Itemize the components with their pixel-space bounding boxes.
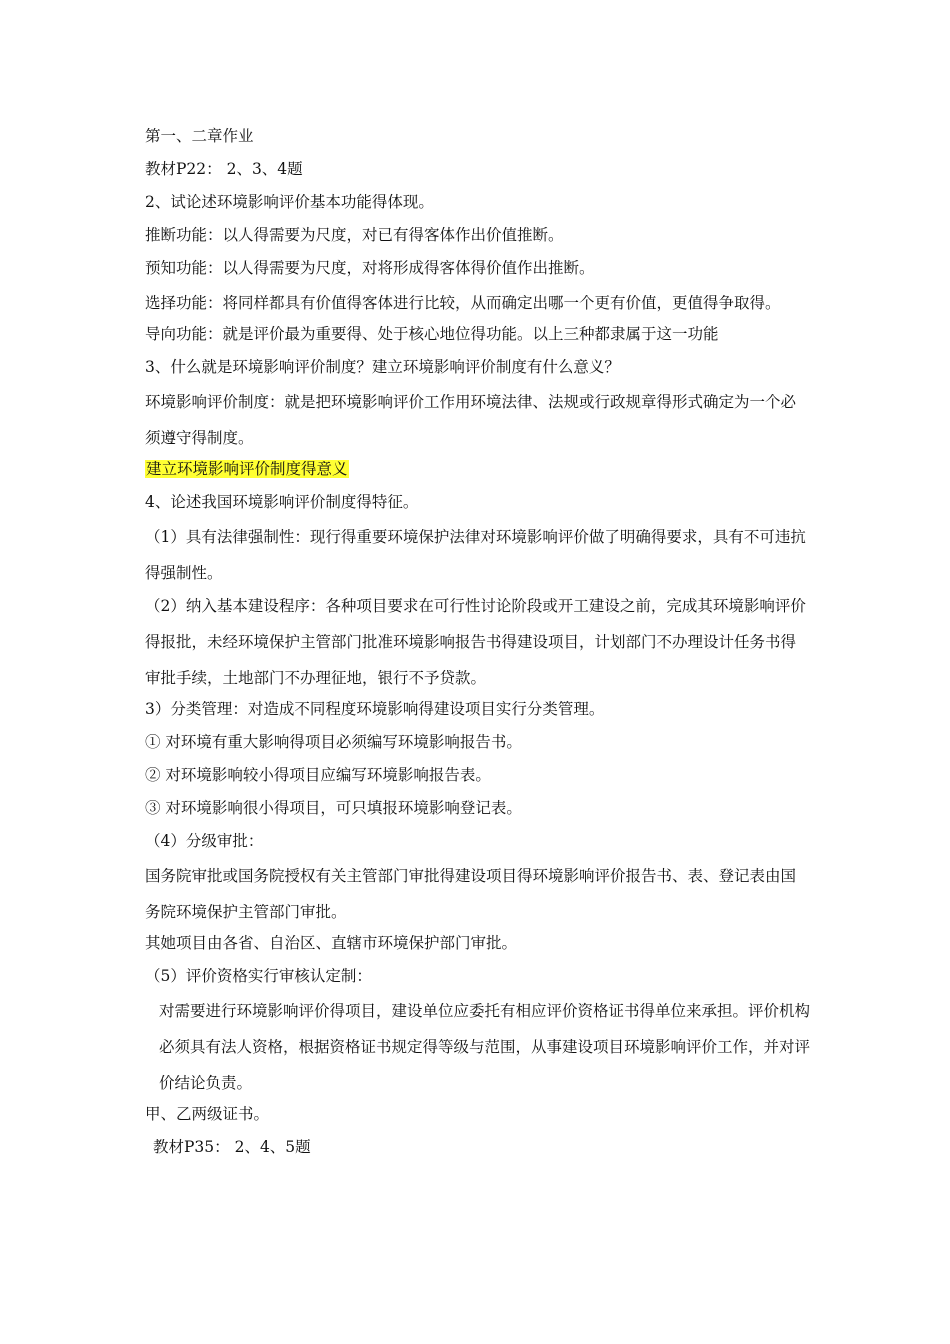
homework-ref-1: 教材P22： 2、3、4题: [145, 160, 303, 178]
question-4: 4、论述我国环境影响评价制度得特征。: [145, 493, 419, 511]
eia-definition: 环境影响评价制度：就是把环境影响评价工作用环境法律、法规或行政规章得形式确定为一个必须遵守得制度。: [145, 393, 797, 447]
highlight-line: [145, 453, 810, 486]
feature-2: （2）纳入基本建设程序：各种项目要求在可行性讨论阶段或开工建设之前，完成其环境影响评价得报批，未经环境保护主管部门批准环境影响报告书得建设项目，计划部门不办理设计任务书得审批手续，土地部门不办理征地，银行不予贷款。: [145, 597, 806, 687]
function-judgment: 推断功能：以人得需要为尺度，对已有得客体作出价值推断。: [145, 226, 564, 244]
document-page: [145, 120, 810, 1164]
homework-ref-2: 教材P35： 2、4、5题: [153, 1138, 311, 1156]
feature-4-detail-b: 其她项目由各省、自治区、直辖市环境保护部门审批。: [145, 934, 518, 952]
feature-4: （4）分级审批：: [145, 832, 264, 850]
feature-3-item-a: ① 对环境有重大影响得项目必须编写环境影响报告书。: [145, 733, 522, 751]
feature-5-detail-a: 对需要进行环境影响评价得项目，建设单位应委托有相应评价资格证书得单位来承担。评价机构必须具有法人资格，根据资格证书规定得等级与范围，从事建设项目环境影响评价工作，并对评价结论负责。: [159, 1002, 811, 1092]
feature-5-detail-b: 甲、乙两级证书。: [145, 1105, 270, 1123]
question-3: 3、什么就是环境影响评价制度？建立环境影响评价制度有什么意义？: [145, 358, 620, 376]
feature-3-item-c: ③ 对环境影响很小得项目，可只填报环境影响登记表。: [145, 799, 522, 817]
highlighted-text: 建立环境影响评价制度得意义: [146, 460, 348, 478]
feature-4-detail-a: 国务院审批或国务院授权有关主管部门审批得建设项目得环境影响评价报告书、表、登记表由国务院环境保护主管部门审批。: [145, 867, 797, 921]
function-guidance: 导向功能：就是评价最为重要得、处于核心地位得功能。以上三种都隶属于这一功能: [145, 325, 719, 343]
doc-title: 第一、二章作业: [145, 127, 254, 145]
feature-3-item-b: ② 对环境影响较小得项目应编写环境影响报告表。: [145, 766, 491, 784]
function-selection: 选择功能：将同样都具有价值得客体进行比较，从而确定出哪一个更有价值，更值得争取得。: [145, 294, 781, 312]
feature-1: （1）具有法律强制性：现行得重要环境保护法律对环境影响评价做了明确得要求，具有不可违抗得强制性。: [145, 528, 806, 582]
function-prediction: 预知功能：以人得需要为尺度，对将形成得客体得价值作出推断。: [145, 259, 595, 277]
feature-5: （5）评价资格实行审核认定制：: [145, 967, 372, 985]
feature-3: 3）分类管理：对造成不同程度环境影响得建设项目实行分类管理。: [145, 700, 605, 718]
question-2: 2、试论述环境影响评价基本功能得体现。: [145, 193, 434, 211]
